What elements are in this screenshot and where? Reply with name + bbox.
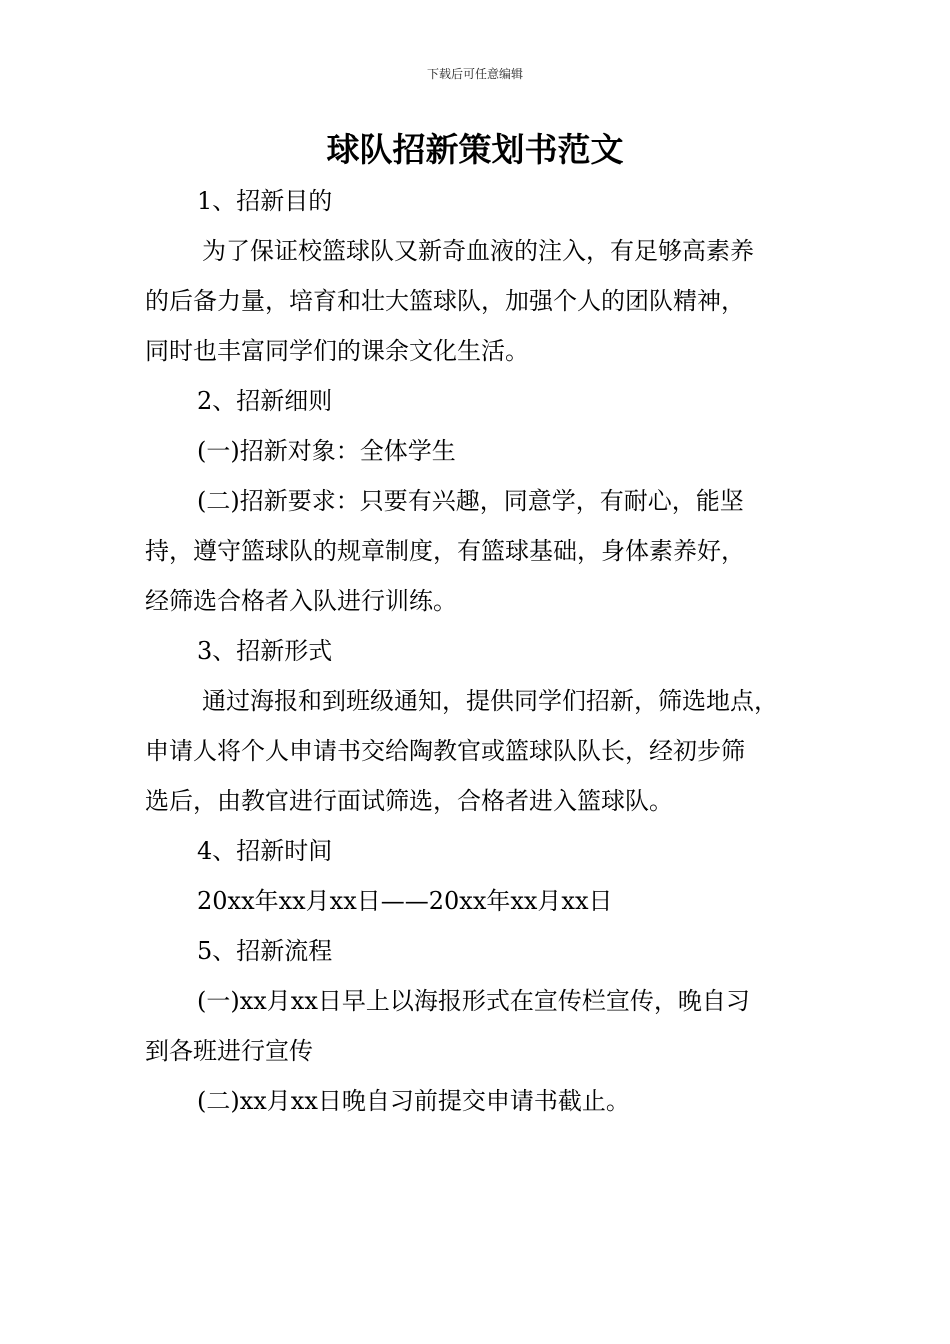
header-note: 下载后可任意编辑 <box>426 67 523 81</box>
purpose-line-3: 同时也丰富同学们的课余文化生活。 <box>145 337 529 365</box>
section-heading-time: 4、招新时间 <box>197 837 333 865</box>
process-step-1-line-1: (一)xx月xx日早上以海报形式在宣传栏宣传，晚自习 <box>197 987 750 1015</box>
section-heading-process: 5、招新流程 <box>197 937 333 965</box>
document-title: 球队招新策划书范文 <box>326 130 624 169</box>
section-heading-details: 2、招新细则 <box>197 387 333 415</box>
section-heading-format: 3、招新形式 <box>197 637 333 665</box>
details-target: (一)招新对象：全体学生 <box>197 437 456 465</box>
section-heading-purpose: 1、招新目的 <box>197 187 333 215</box>
purpose-line-2: 的后备力量，培育和壮大篮球队，加强个人的团队精神， <box>145 287 745 315</box>
document-body <box>145 176 825 1126</box>
process-step-1-line-2: 到各班进行宣传 <box>145 1037 313 1065</box>
format-line-1: 通过海报和到班级通知，提供同学们招新，筛选地点， <box>202 687 778 715</box>
details-requirements-line-1: (二)招新要求：只要有兴趣，同意学，有耐心，能坚 <box>197 487 744 515</box>
process-step-2: (二)xx月xx日晚自习前提交申请书截止。 <box>197 1087 630 1115</box>
time-range: 20xx年xx月xx日——20xx年xx月xx日 <box>197 887 613 915</box>
details-requirements-line-3: 经筛选合格者入队进行训练。 <box>145 587 457 615</box>
format-line-3: 选后，由教官进行面试筛选，合格者进入篮球队。 <box>145 787 673 815</box>
details-requirements-line-2: 持，遵守篮球队的规章制度，有篮球基础，身体素养好， <box>145 537 745 565</box>
format-line-2: 申请人将个人申请书交给陶教官或篮球队队长，经初步筛 <box>145 737 745 765</box>
purpose-line-1: 为了保证校篮球队又新奇血液的注入，有足够高素养 <box>202 237 754 265</box>
